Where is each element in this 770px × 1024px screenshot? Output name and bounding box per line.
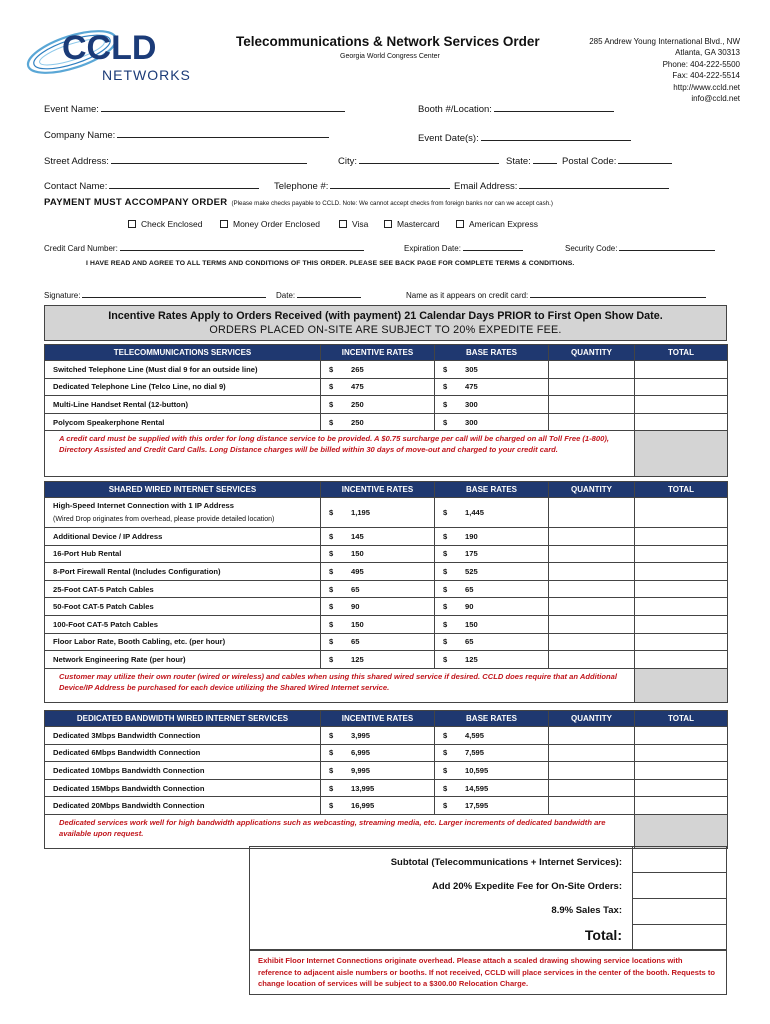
checkbox-label: Visa: [352, 219, 369, 229]
table-row: [45, 651, 728, 669]
visa-checkbox[interactable]: [339, 219, 368, 229]
subtotal-label: Subtotal (Telecommunications + Internet Services):: [390, 857, 622, 868]
money-order-checkbox[interactable]: [220, 219, 320, 229]
service-name: Dedicated 10Mbps Bandwidth Connection: [45, 762, 321, 780]
address-line: http://www.ccld.net: [673, 82, 740, 92]
address-line: Fax: 404-222-5514: [672, 71, 740, 81]
postal-code-field[interactable]: [562, 155, 672, 167]
incentive-rate: $ 150: [321, 615, 435, 633]
table-header: [45, 711, 728, 727]
table-row: [45, 633, 728, 651]
table-row: [45, 727, 728, 745]
service-name: 16-Port Hub Rental: [45, 545, 321, 563]
quantity-input[interactable]: [549, 598, 635, 616]
total-cell[interactable]: [635, 580, 728, 598]
note-row: [45, 431, 728, 477]
service-name: Polycom Speakerphone Rental: [45, 413, 321, 431]
col-incentive: INCENTIVE RATES: [321, 345, 435, 361]
expedite-fee-label: Add 20% Expedite Fee for On-Site Orders:: [431, 881, 622, 892]
base-rate: $ 300: [435, 413, 549, 431]
event-name-field[interactable]: [44, 103, 345, 115]
incentive-rate: $ 3,995: [321, 727, 435, 745]
base-rate: $ 300: [435, 396, 549, 414]
dedicated-note: Dedicated services work well for high bandwidth applications such as webcasting, streaming media, etc. Larger increments of dedicated bandwidth are available upon request.: [45, 814, 635, 848]
table-row: [45, 744, 728, 762]
base-rate: $ 90: [435, 598, 549, 616]
incentive-rate: $ 265: [321, 361, 435, 379]
total-cell[interactable]: [635, 762, 728, 780]
expedite-fee-value[interactable]: [633, 873, 726, 899]
col-service: TELECOMMUNICATIONS SERVICES: [45, 345, 321, 361]
email-field[interactable]: [454, 180, 669, 192]
date-label: Date:: [276, 291, 296, 300]
base-rate: $ 190: [435, 528, 549, 546]
service-name: 25-Foot CAT-5 Patch Cables: [45, 580, 321, 598]
col-incentive: INCENTIVE RATES: [321, 482, 435, 498]
quantity-input[interactable]: [549, 727, 635, 745]
total-cell[interactable]: [635, 797, 728, 815]
amex-checkbox[interactable]: [456, 219, 538, 229]
total-cell[interactable]: [635, 396, 728, 414]
expiration-field[interactable]: [404, 242, 523, 253]
total-cell[interactable]: [635, 633, 728, 651]
telephone-label: Telephone #:: [274, 181, 329, 192]
base-rate: $ 65: [435, 633, 549, 651]
incentive-rate: $ 250: [321, 396, 435, 414]
state-field[interactable]: [506, 155, 557, 167]
base-rate: $ 525: [435, 563, 549, 581]
col-base: BASE RATES: [435, 711, 549, 727]
base-rate: $ 1,445: [435, 498, 549, 528]
total-cell[interactable]: [635, 563, 728, 581]
base-rate: $ 150: [435, 615, 549, 633]
address-line: 285 Andrew Young International Blvd., NW: [589, 37, 740, 46]
bottom-note: Exhibit Floor Internet Connections originate overhead. Please attach a scaled drawing showing service locations with reference to adjacent aisle numbers or booths. If not received, CCLD will place services in the center of the booth. Requests to change location of services will be subject to a $300.00 Relocation Charge.: [249, 950, 727, 995]
incentive-rate: $ 65: [321, 580, 435, 598]
payment-note: (Please make checks payable to CCLD. Note: We cannot accept checks from foreign banks nor can we accept cash.): [231, 200, 553, 207]
payment-heading: [44, 197, 553, 208]
table-row: [45, 498, 728, 528]
page-title: Telecommunications & Network Services Order: [236, 34, 540, 49]
checkbox-label: American Express: [469, 219, 538, 229]
service-name: High-Speed Internet Connection with 1 IP Address (Wired Drop originates from overhead, please provide detailed location): [45, 498, 321, 528]
base-rate: $ 125: [435, 651, 549, 669]
quantity-input[interactable]: [549, 563, 635, 581]
state-label: State:: [506, 156, 531, 167]
table-row: [45, 779, 728, 797]
quantity-input[interactable]: [549, 651, 635, 669]
contact-name-field[interactable]: [44, 180, 259, 192]
table-row: [45, 378, 728, 396]
base-rate: $ 4,595: [435, 727, 549, 745]
total-cell[interactable]: [635, 498, 728, 528]
incentive-rate: $ 145: [321, 528, 435, 546]
col-quantity: QUANTITY: [549, 711, 635, 727]
base-rate: $ 175: [435, 545, 549, 563]
total-cell[interactable]: [635, 779, 728, 797]
credit-card-field[interactable]: [44, 242, 364, 253]
page-subtitle: Georgia World Congress Center: [340, 53, 440, 60]
quantity-input[interactable]: [549, 378, 635, 396]
wired-note: Customer may utilize their own router (wired or wireless) and cables when using this shared wired service if desired. CCLD does require that an Additional Device/IP Address be purchased for each device utilizing the Shared Wired Internet service.: [45, 668, 635, 702]
ccld-logo: [24, 26, 206, 88]
note-row: [45, 668, 728, 702]
total-cell[interactable]: [635, 545, 728, 563]
mastercard-checkbox[interactable]: [384, 219, 440, 229]
service-name: Dedicated 15Mbps Bandwidth Connection: [45, 779, 321, 797]
checkbox-label: Check Enclosed: [141, 219, 203, 229]
table-row: [45, 762, 728, 780]
col-service: SHARED WIRED INTERNET SERVICES: [45, 482, 321, 498]
telecom-table: [44, 344, 728, 477]
service-name: Multi-Line Handset Rental (12-button): [45, 396, 321, 414]
signature-field[interactable]: [44, 289, 266, 300]
incentive-rate: $ 13,995: [321, 779, 435, 797]
quantity-input[interactable]: [549, 580, 635, 598]
col-service: DEDICATED BANDWIDTH WIRED INTERNET SERVICES: [45, 711, 321, 727]
col-quantity: QUANTITY: [549, 345, 635, 361]
expiration-label: Expiration Date:: [404, 244, 461, 253]
logo-subtext: NETWORKS: [102, 67, 191, 83]
quantity-input[interactable]: [549, 361, 635, 379]
sales-tax-value[interactable]: [633, 899, 726, 925]
service-name: 8-Port Firewall Rental (Includes Configuration): [45, 563, 321, 581]
quantity-input[interactable]: [549, 615, 635, 633]
city-field[interactable]: [338, 155, 499, 167]
base-rate: $ 305: [435, 361, 549, 379]
total-cell[interactable]: [635, 727, 728, 745]
col-quantity: QUANTITY: [549, 482, 635, 498]
date-field[interactable]: [276, 289, 361, 300]
total-label: Total:: [584, 927, 622, 943]
base-rate: $ 14,595: [435, 779, 549, 797]
telephone-field[interactable]: [274, 180, 450, 192]
incentive-rate: $ 125: [321, 651, 435, 669]
service-name: Dedicated Telephone Line (Telco Line, no dial 9): [45, 378, 321, 396]
col-incentive: INCENTIVE RATES: [321, 711, 435, 727]
address-line: Atlanta, GA 30313: [675, 48, 740, 58]
event-dates-field[interactable]: [418, 132, 631, 144]
company-label: Company Name:: [44, 130, 116, 141]
table-row: [45, 580, 728, 598]
company-name-field[interactable]: [44, 129, 329, 141]
checkbox-box[interactable]: [456, 220, 464, 228]
table-row: [45, 528, 728, 546]
table-row: [45, 545, 728, 563]
incentive-rate: $ 6,995: [321, 744, 435, 762]
quantity-input[interactable]: [549, 762, 635, 780]
incentive-rate: $ 9,995: [321, 762, 435, 780]
quantity-input[interactable]: [549, 779, 635, 797]
totals-box: [249, 846, 633, 950]
base-rate: $ 475: [435, 378, 549, 396]
incentive-rate: $ 1,195: [321, 498, 435, 528]
col-base: BASE RATES: [435, 345, 549, 361]
table-row: [45, 413, 728, 431]
quantity-input[interactable]: [549, 797, 635, 815]
address-line: info@ccld.net: [691, 94, 740, 104]
service-name: Dedicated 20Mbps Bandwidth Connection: [45, 797, 321, 815]
total-cell[interactable]: [635, 378, 728, 396]
booth-label: Booth #/Location:: [418, 104, 492, 115]
sales-tax-label: 8.9% Sales Tax:: [551, 905, 622, 916]
street-address-field[interactable]: [44, 155, 307, 167]
total-value[interactable]: [633, 925, 726, 951]
note-row: [45, 814, 728, 848]
service-name: Switched Telephone Line (Must dial 9 for an outside line): [45, 361, 321, 379]
service-name: Dedicated 6Mbps Bandwidth Connection: [45, 744, 321, 762]
logo-text: CCLD: [62, 29, 157, 67]
event-dates-label: Event Date(s):: [418, 133, 479, 144]
postal-label: Postal Code:: [562, 156, 617, 167]
name-on-card-label: Name as it appears on credit card:: [406, 291, 529, 300]
incentive-rate: $ 250: [321, 413, 435, 431]
base-rate: $ 7,595: [435, 744, 549, 762]
incentive-rate: $ 90: [321, 598, 435, 616]
terms-agreement: I HAVE READ AND AGREE TO ALL TERMS AND CONDITIONS OF THIS ORDER. PLEASE SEE BACK PAGE FOR COMPLETE TERMS & CONDITIONS.: [86, 260, 575, 267]
col-total: TOTAL: [635, 482, 728, 498]
total-cell[interactable]: [635, 651, 728, 669]
total-cell[interactable]: [635, 598, 728, 616]
incentive-line-1: Incentive Rates Apply to Orders Received (with payment) 21 Calendar Days PRIOR to First Open Show Date.: [108, 310, 663, 322]
quantity-input[interactable]: [549, 498, 635, 528]
incentive-rate: $ 475: [321, 378, 435, 396]
quantity-input[interactable]: [549, 633, 635, 651]
table-header: [45, 482, 728, 498]
address-line: Phone: 404-222-5500: [662, 59, 740, 69]
cc-label: Credit Card Number:: [44, 244, 118, 253]
quantity-input[interactable]: [549, 545, 635, 563]
checkbox-box[interactable]: [339, 220, 347, 228]
wired-table: [44, 481, 728, 703]
col-base: BASE RATES: [435, 482, 549, 498]
checkbox-label: Money Order Enclosed: [233, 219, 320, 229]
checkbox-box[interactable]: [384, 220, 392, 228]
col-total: TOTAL: [635, 345, 728, 361]
security-code-field[interactable]: [565, 242, 715, 253]
col-total: TOTAL: [635, 711, 728, 727]
incentive-rate: $ 150: [321, 545, 435, 563]
check-enclosed-checkbox[interactable]: [128, 219, 202, 229]
dedicated-subtotal-cell[interactable]: [635, 814, 728, 848]
wired-subtotal-cell[interactable]: [635, 668, 728, 702]
checkbox-box[interactable]: [220, 220, 228, 228]
total-cell[interactable]: [635, 615, 728, 633]
payment-label: PAYMENT MUST ACCOMPANY ORDER: [44, 197, 228, 208]
quantity-input[interactable]: [549, 396, 635, 414]
subtotal-value[interactable]: [633, 847, 726, 873]
totals-column: [633, 846, 727, 950]
base-rate: $ 10,595: [435, 762, 549, 780]
service-name: 100-Foot CAT-5 Patch Cables: [45, 615, 321, 633]
table-row: [45, 598, 728, 616]
incentive-banner: [44, 305, 727, 341]
incentive-rate: $ 495: [321, 563, 435, 581]
incentive-line-2: ORDERS PLACED ON-SITE ARE SUBJECT TO 20% EXPEDITE FEE.: [209, 324, 562, 336]
total-cell[interactable]: [635, 744, 728, 762]
company-address: [540, 36, 740, 104]
signature-label: Signature:: [44, 291, 81, 300]
incentive-rate: $ 65: [321, 633, 435, 651]
incentive-rate: $ 16,995: [321, 797, 435, 815]
service-name: Dedicated 3Mbps Bandwidth Connection: [45, 727, 321, 745]
dedicated-table: [44, 710, 728, 849]
service-name: 50-Foot CAT-5 Patch Cables: [45, 598, 321, 616]
table-row: [45, 396, 728, 414]
telecom-note: A credit card must be supplied with this order for long distance service to be provided. A $0.75 surcharge per call will be charged on all Toll Free (1-800), Directory Assisted and Credit Card Calls. Long Distance charges will be billed within 30 days of move-out and charged to your credit card.: [45, 431, 635, 477]
quantity-input[interactable]: [549, 528, 635, 546]
service-name: Network Engineering Rate (per hour): [45, 651, 321, 669]
checkbox-box[interactable]: [128, 220, 136, 228]
telecom-subtotal-cell[interactable]: [635, 431, 728, 477]
service-name: Floor Labor Rate, Booth Cabling, etc. (per hour): [45, 633, 321, 651]
base-rate: $ 65: [435, 580, 549, 598]
email-label: Email Address:: [454, 181, 518, 192]
service-name: Additional Device / IP Address: [45, 528, 321, 546]
contact-label: Contact Name:: [44, 181, 108, 192]
street-label: Street Address:: [44, 156, 109, 167]
total-cell[interactable]: [635, 361, 728, 379]
security-label: Security Code:: [565, 244, 618, 253]
table-row: [45, 615, 728, 633]
total-cell[interactable]: [635, 413, 728, 431]
checkbox-label: Mastercard: [397, 219, 440, 229]
table-row: [45, 361, 728, 379]
table-row: [45, 563, 728, 581]
base-rate: $ 17,595: [435, 797, 549, 815]
table-row: [45, 797, 728, 815]
table-header: [45, 345, 728, 361]
quantity-input[interactable]: [549, 413, 635, 431]
quantity-input[interactable]: [549, 744, 635, 762]
name-on-card-field[interactable]: [406, 289, 706, 300]
city-label: City:: [338, 156, 357, 167]
booth-field[interactable]: [418, 103, 614, 115]
event-name-label: Event Name:: [44, 104, 99, 115]
total-cell[interactable]: [635, 528, 728, 546]
